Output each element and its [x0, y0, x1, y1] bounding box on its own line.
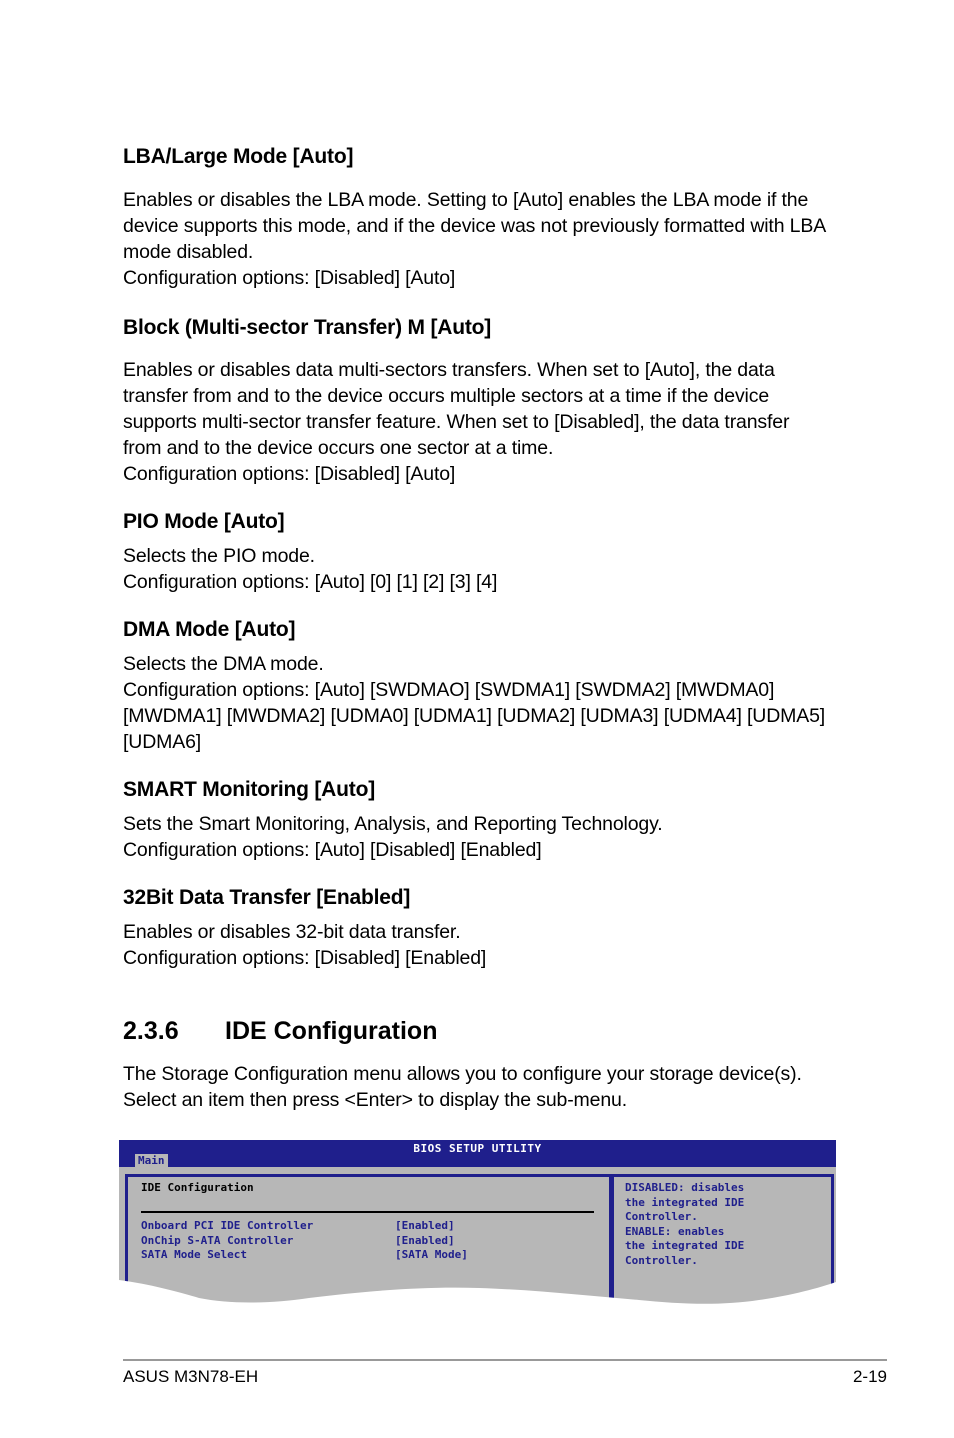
bios-divider [141, 1211, 594, 1213]
help-line: the integrated IDE [625, 1195, 745, 1209]
bios-item-onboard-pci-ide[interactable] [141, 1219, 455, 1232]
body-line: transfer from and to the device occurs multiple sectors at a time if the device [123, 385, 770, 407]
bios-screenshot [119, 1140, 836, 1308]
help-line: Controller. [625, 1210, 698, 1224]
body-line: from and to the device occurs one sector at a time. [123, 437, 554, 459]
body-line: mode disabled. [123, 241, 254, 263]
bios-item-label: OnChip S-ATA Controller [141, 1234, 294, 1247]
bios-item-label: Onboard PCI IDE Controller [141, 1219, 314, 1232]
section-body [123, 187, 826, 291]
footer-divider [123, 1359, 887, 1361]
help-line: ENABLE: enables [625, 1224, 725, 1238]
bios-help-text [625, 1181, 744, 1269]
bios-tab-main[interactable]: Main [135, 1154, 168, 1167]
body-line: supports multi-sector transfer feature. When set to [Disabled], the data transfer [123, 411, 790, 433]
body-line: Selects the DMA mode. [123, 653, 324, 675]
section-heading: DMA Mode [Auto] [123, 618, 296, 641]
body-line: Configuration options: [Auto] [0] [1] [2] [3] [4] [123, 571, 498, 593]
section-heading: 32Bit Data Transfer [Enabled] [123, 886, 411, 909]
bios-item-onchip-sata[interactable] [141, 1234, 455, 1247]
body-line: Enables or disables 32-bit data transfer. [123, 921, 461, 943]
bios-title-bar [119, 1140, 836, 1167]
section-heading: PIO Mode [Auto] [123, 510, 285, 533]
section-body [123, 357, 789, 487]
section-title [123, 1017, 437, 1046]
bios-item-label: SATA Mode Select [141, 1248, 247, 1261]
section-body [123, 651, 825, 755]
torn-edge [119, 1278, 836, 1308]
help-line: the integrated IDE [625, 1239, 745, 1253]
body-line: The Storage Configuration menu allows you to configure your storage device(s). [123, 1063, 802, 1085]
help-line: DISABLED: disables [625, 1181, 745, 1194]
section-body [123, 811, 663, 863]
section-heading: LBA/Large Mode [Auto] [123, 145, 354, 168]
section-body [123, 1061, 802, 1113]
body-line: Enables or disables the LBA mode. Setting to [Auto] enables the LBA mode if the [123, 189, 809, 211]
body-line: Enables or disables data multi-sectors transfers. When set to [Auto], the data [123, 359, 775, 381]
help-line: Controller. [625, 1253, 698, 1267]
body-line: Sets the Smart Monitoring, Analysis, and Reporting Technology. [123, 813, 663, 835]
body-line: Configuration options: [Disabled] [Enabled] [123, 947, 487, 969]
body-line: Select an item then press <Enter> to display the sub-menu. [123, 1089, 628, 1111]
body-line: Selects the PIO mode. [123, 545, 315, 567]
section-heading: SMART Monitoring [Auto] [123, 778, 375, 801]
section-heading: Block (Multi-sector Transfer) M [Auto] [123, 316, 492, 339]
section-number: 2.3.6 [123, 1017, 179, 1045]
bios-panel-heading: IDE Configuration [141, 1181, 254, 1194]
bios-item-value: [SATA Mode] [395, 1248, 468, 1261]
body-line: Configuration options: [Disabled] [Auto] [123, 463, 456, 485]
body-line: device supports this mode, and if the device was not previously formatted with LBA [123, 215, 827, 237]
bios-title: BIOS SETUP UTILITY [413, 1142, 542, 1155]
footer-product-name: ASUS M3N78-EH [123, 1367, 259, 1386]
bios-item-sata-mode[interactable] [141, 1248, 468, 1261]
section-body [123, 919, 486, 971]
bios-item-value: [Enabled] [395, 1234, 455, 1247]
body-line: Configuration options: [Auto] [SWDMAO] [SWDMA1] [SWDMA2] [MWDMA0] [123, 679, 775, 701]
section-title-text: IDE Configuration [225, 1017, 438, 1045]
body-line: Configuration options: [Disabled] [Auto] [123, 267, 456, 289]
page-number: 2-19 [852, 1367, 887, 1386]
body-line: [UDMA6] [123, 731, 202, 753]
body-line: [MWDMA1] [MWDMA2] [UDMA0] [UDMA1] [UDMA2] [UDMA3] [UDMA4] [UDMA5] [123, 705, 826, 727]
body-line: Configuration options: [Auto] [Disabled] [Enabled] [123, 839, 542, 861]
section-body [123, 543, 497, 595]
bios-item-value: [Enabled] [395, 1219, 455, 1232]
